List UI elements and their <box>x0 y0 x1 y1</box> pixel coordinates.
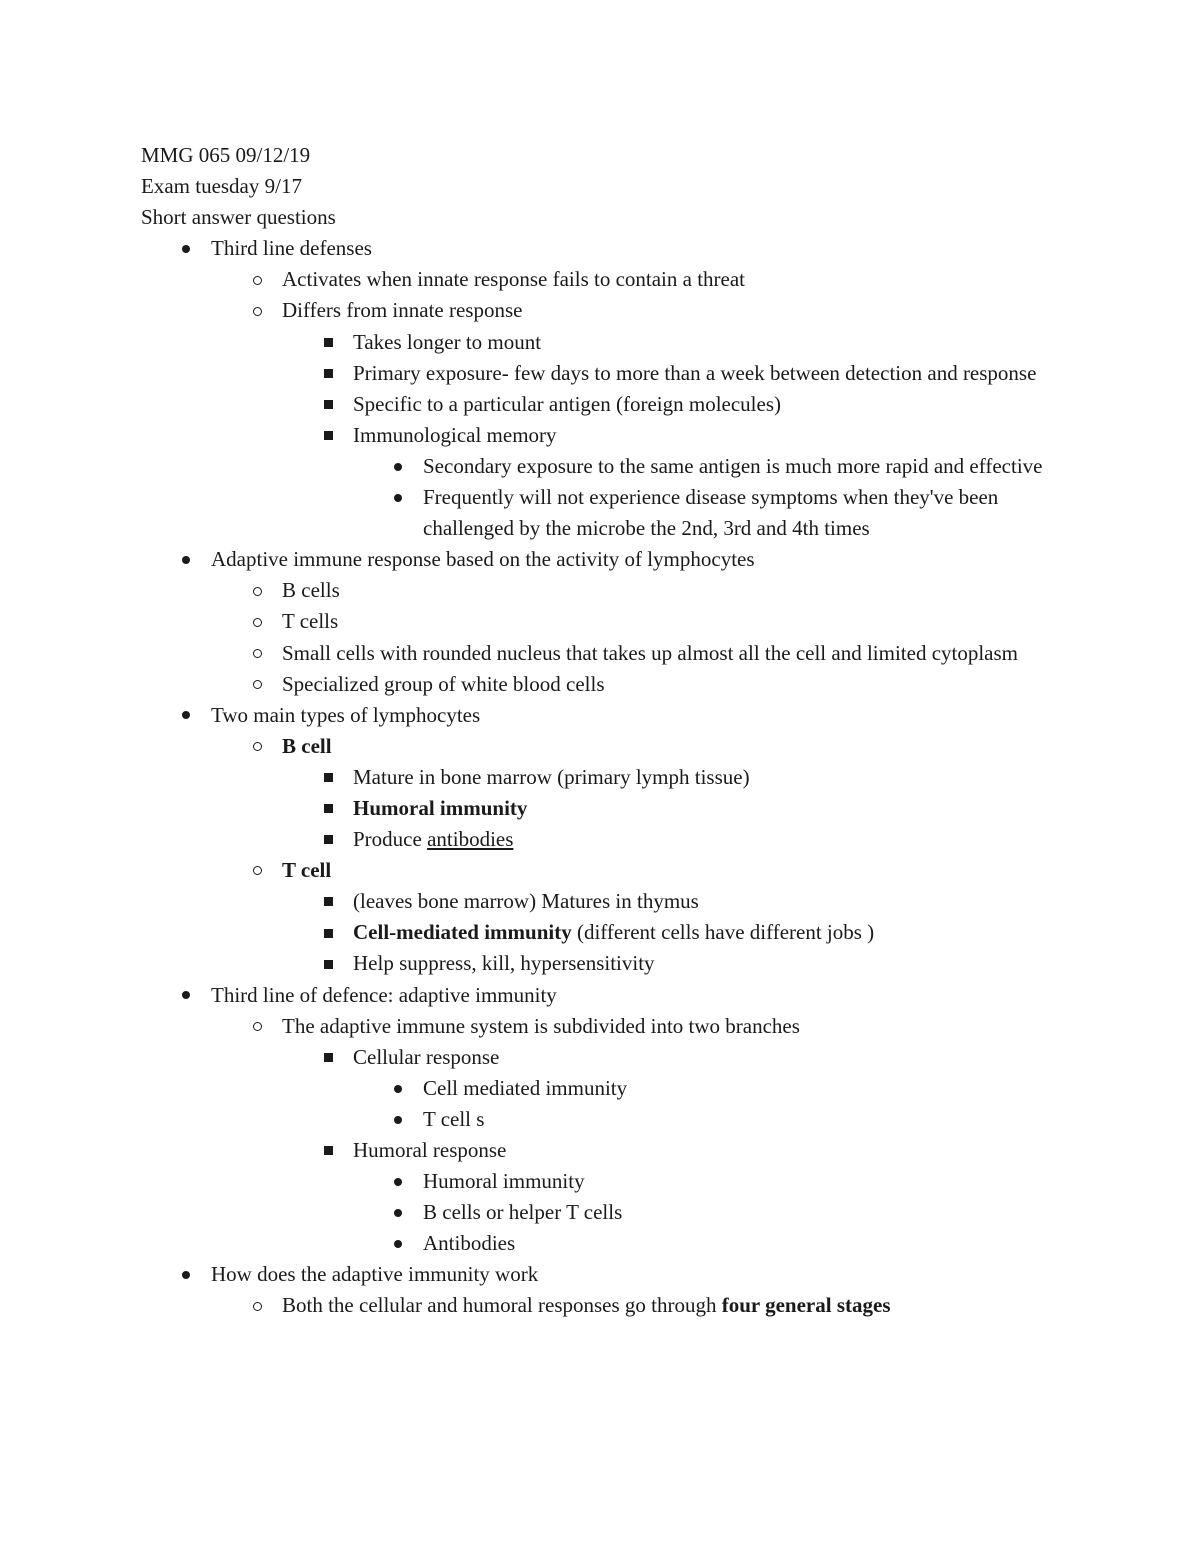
list-item <box>141 980 1061 1011</box>
list-item-text: Third line of defence: adaptive immunity <box>211 982 557 1007</box>
list-item <box>141 451 1061 482</box>
list-item <box>141 1197 1061 1228</box>
bullet-dot-icon <box>388 1166 408 1197</box>
list-item-text: Activates when innate response fails to contain a threat <box>282 267 746 292</box>
list-item <box>141 482 1061 544</box>
bullet-dot-icon <box>176 544 196 575</box>
list-item-text: Antibodies <box>423 1231 516 1256</box>
bullet-dot-icon <box>388 451 408 482</box>
list-item-text: Help suppress, kill, hypersensitivity <box>353 951 655 976</box>
list-item <box>141 948 1061 979</box>
list-item <box>141 1228 1061 1259</box>
short-answer-line: Short answer questions <box>141 205 336 230</box>
list-item-text: Specific to a particular antigen (foreign molecules) <box>353 391 781 416</box>
list-item-text: Both the cellular and humoral responses go through <box>282 1293 722 1318</box>
bullet-square-icon <box>318 948 338 979</box>
list-item <box>141 1259 1061 1290</box>
bullet-circle-icon <box>247 855 267 886</box>
course-date-line: MMG 065 09/12/19 <box>141 143 311 167</box>
list-item-text: Differs from innate response <box>282 298 523 323</box>
list-item-text: Immunological memory <box>353 422 557 447</box>
bullet-square-icon <box>318 358 338 389</box>
bullet-square-icon <box>318 886 338 917</box>
bullet-dot-icon <box>176 980 196 1011</box>
bullet-dot-icon <box>176 700 196 731</box>
bullet-dot-icon <box>176 233 196 264</box>
bullet-square-icon <box>318 389 338 420</box>
bullet-square-icon <box>318 420 338 451</box>
list-item <box>141 1042 1061 1073</box>
list-item-text-bold: four general stages <box>721 1293 891 1318</box>
list-item <box>141 544 1061 575</box>
bullet-circle-icon <box>247 575 267 606</box>
list-item-text: Adaptive immune response based on the activity of lymphocytes <box>211 547 755 572</box>
list-item <box>141 731 1061 762</box>
list-item <box>141 700 1061 731</box>
list-item-text: Mature in bone marrow (primary lymph tissue) <box>353 764 750 789</box>
bullet-dot-icon <box>388 1104 408 1135</box>
list-item <box>141 264 1061 295</box>
list-item <box>141 855 1061 886</box>
document-body <box>141 140 1061 1322</box>
list-item-text: Primary exposure- few days to more than a week between detection and response <box>353 360 1037 385</box>
list-item-text: B cells or helper T cells <box>423 1200 623 1225</box>
list-item-text: (leaves bone marrow) Matures in thymus <box>353 889 699 914</box>
exam-line: Exam tuesday 9/17 <box>141 174 302 199</box>
list-item <box>141 638 1061 669</box>
list-item-text-bold: Cell-mediated immunity <box>353 920 572 945</box>
list-item-text: Produce <box>353 827 428 852</box>
bullet-square-icon <box>318 762 338 793</box>
list-item-text: T cell s <box>423 1106 485 1131</box>
bullet-circle-icon <box>247 731 267 762</box>
bullet-square-icon <box>318 327 338 358</box>
list-item <box>141 1290 1061 1321</box>
list-item <box>141 1011 1061 1042</box>
list-item <box>141 575 1061 606</box>
bullet-dot-icon <box>388 1197 408 1228</box>
bullet-square-icon <box>318 1042 338 1073</box>
list-item-text: How does the adaptive immunity work <box>211 1262 539 1287</box>
bullet-circle-icon <box>247 295 267 326</box>
list-item-text: Humoral immunity <box>423 1169 585 1194</box>
list-item <box>141 389 1061 420</box>
list-item <box>141 1073 1061 1104</box>
list-item-text: Cellular response <box>353 1044 500 1069</box>
list-item-text: B cells <box>282 578 340 603</box>
list-item-text: Secondary exposure to the same antigen is much more rapid and effective <box>423 453 1043 478</box>
list-item-text: Humoral response <box>353 1138 507 1162</box>
list-item <box>141 606 1061 637</box>
list-item <box>141 358 1061 389</box>
list-item-text: Frequently will not experience disease symptoms when they've been challenged by the microbe the 2nd, 3rd and 4th times <box>423 485 999 541</box>
bullet-circle-icon <box>247 669 267 700</box>
list-item-text: Two main types of lymphocytes <box>211 702 481 727</box>
bullet-circle-icon <box>247 606 267 637</box>
bullet-dot-icon <box>388 1228 408 1259</box>
list-item <box>141 1135 1061 1166</box>
list-item <box>141 233 1061 264</box>
list-item-text: Small cells with rounded nucleus that takes up almost all the cell and limited cytoplasm <box>282 640 1019 665</box>
bullet-circle-icon <box>247 1011 267 1042</box>
list-item-text: Humoral immunity <box>353 795 528 820</box>
list-item-text: Takes longer to mount <box>353 329 542 354</box>
list-item-text: T cell <box>282 858 332 883</box>
list-item-text: T cells <box>282 609 339 634</box>
list-item-text: Cell mediated immunity <box>423 1075 628 1100</box>
list-item-text: (different cells have different jobs ) <box>571 920 875 945</box>
list-item-text: The adaptive immune system is subdivided into two branches <box>282 1013 800 1038</box>
bullet-circle-icon <box>247 638 267 669</box>
list-item <box>141 793 1061 824</box>
bullet-circle-icon <box>247 264 267 295</box>
bullet-square-icon <box>318 1135 338 1166</box>
bullet-circle-icon <box>247 1290 267 1321</box>
bullet-dot-icon <box>388 1073 408 1104</box>
list-item <box>141 420 1061 451</box>
bullet-square-icon <box>318 824 338 855</box>
list-item-text: Specialized group of white blood cells <box>282 671 605 696</box>
list-item <box>141 762 1061 793</box>
list-item <box>141 1166 1061 1197</box>
list-item <box>141 1104 1061 1135</box>
list-item <box>141 295 1061 326</box>
bullet-dot-icon <box>388 482 408 513</box>
list-item <box>141 917 1061 948</box>
list-item-text: B cell <box>282 733 332 758</box>
list-item <box>141 327 1061 358</box>
list-item-text: Third line defenses <box>211 236 372 261</box>
list-item <box>141 824 1061 855</box>
bullet-square-icon <box>318 917 338 948</box>
list-item <box>141 886 1061 917</box>
list-item <box>141 669 1061 700</box>
bullet-dot-icon <box>176 1259 196 1290</box>
antibodies-underlined: antibodies <box>427 827 514 852</box>
bullet-square-icon <box>318 793 338 824</box>
